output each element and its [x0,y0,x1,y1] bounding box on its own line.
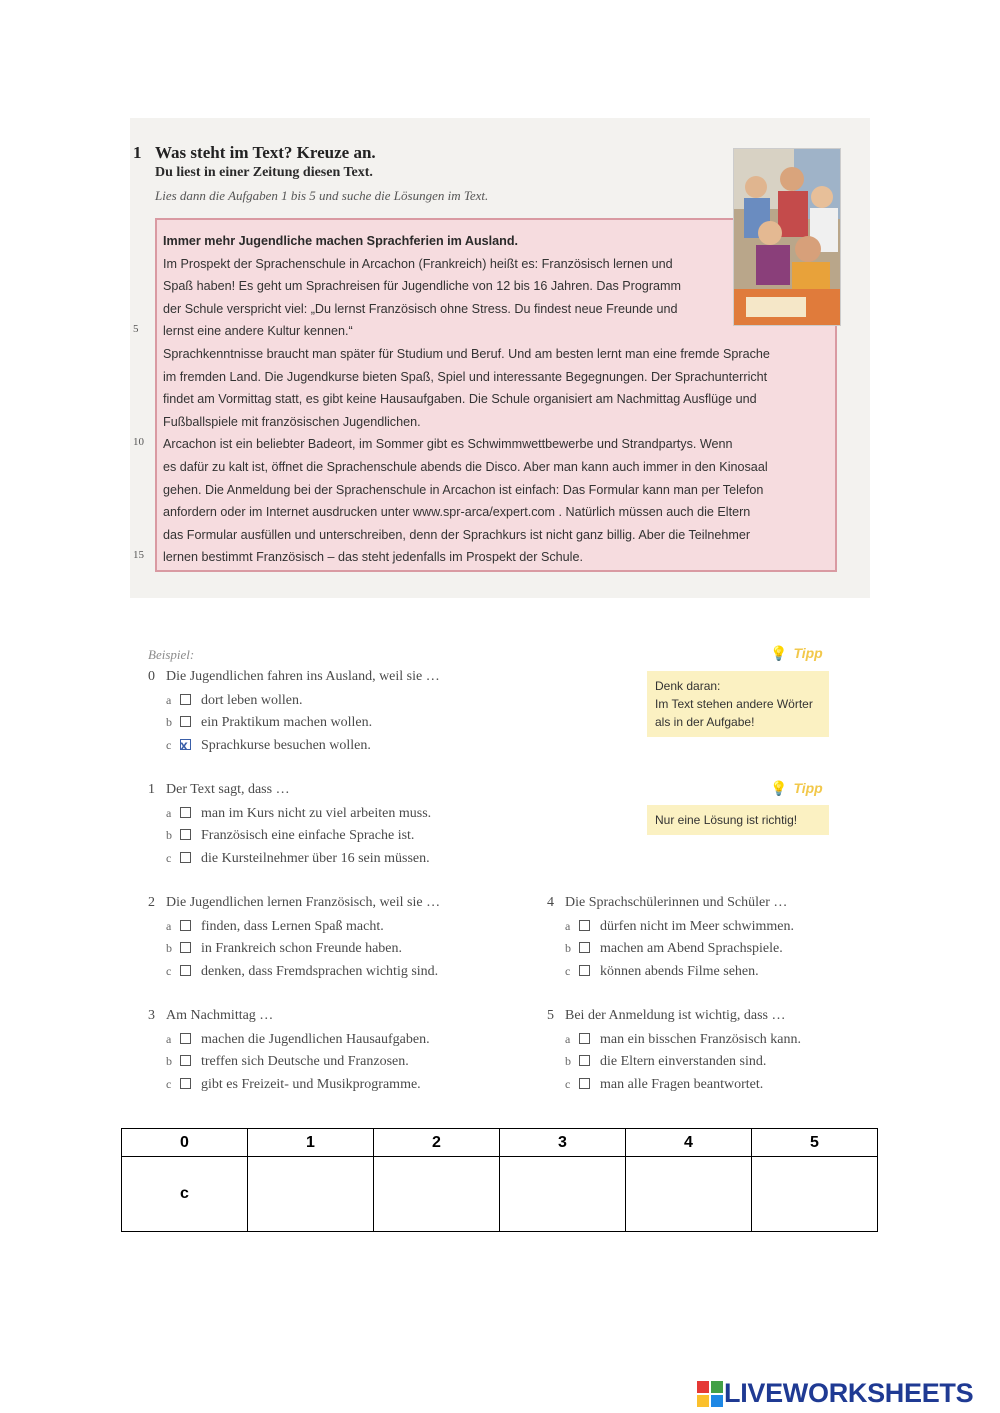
reading-headline: Immer mehr Jugendliche machen Sprachferien im Ausland. [163,234,519,248]
question-number: 4 [547,895,554,910]
task-subtitle: Du liest in einer Zeitung diesen Text. [155,165,373,180]
task-instruction: Lies dann die Aufgaben 1 bis 5 und suche die Lösungen im Text. [155,188,489,203]
question-number: 2 [148,895,155,910]
question-stem: Die Jugendlichen fahren ins Ausland, weil sie … [166,669,440,684]
checkbox[interactable] [579,1033,590,1044]
question-number: 5 [547,1008,554,1023]
checkbox[interactable] [579,1055,590,1066]
option-b[interactable]: b ein Praktikum machen wollen. [166,715,373,730]
liveworksheets-logo [697,1377,997,1409]
checkbox[interactable] [180,716,191,727]
header-cell: 0 [122,1129,248,1157]
reading-line: Im Prospekt der Sprachenschule in Arcachon (Frankreich) heißt es: Französisch lernen und [163,256,673,271]
task-number: 1 [133,143,142,162]
answer-table [121,1128,878,1232]
option-a[interactable]: a machen die Jugendlichen Hausaufgaben. [166,1031,430,1047]
checkbox[interactable] [579,942,590,953]
header-cell: 5 [752,1129,878,1157]
reading-line: Spaß haben! Es geht um Sprachreisen für Jugendliche von 12 bis 16 Jahren. Das Programm [163,279,682,294]
answer-cell-4[interactable] [626,1157,752,1232]
question-stem: Die Jugendlichen lernen Französisch, weil sie … [166,895,441,910]
checkbox[interactable] [180,1078,191,1089]
reading-line: das Formular ausfüllen und unterschreiben, denn der Sprachkurs ist nicht ganz billig. Aber die Teilnehmer [163,527,751,542]
students-photo [733,148,841,326]
question-number: 3 [148,1008,155,1023]
answer-table-header [122,1129,878,1157]
lightbulb-icon: 💡 [770,780,788,796]
checkbox[interactable] [579,965,590,976]
reading-line: gehen. Die Anmeldung bei der Sprachenschule in Arcachon ist einfach: Das Formular kann man per Telefon [163,482,764,497]
reading-line: der Schule verspricht viel: „Du lernst Französisch ohne Stress. Du findest neue Freunde und [163,301,678,316]
reading-line: lernst eine andere Kultur kennen.“ [163,324,353,339]
answer-cell-5[interactable] [752,1157,878,1232]
option-a[interactable]: a dort leben wollen. [166,692,303,708]
option-c[interactable]: c x Sprachkurse besuchen wollen. [148,734,440,757]
checkbox-checked[interactable] [180,736,191,753]
task-title: Was steht im Text? Kreuze an. [155,143,376,162]
lightbulb-icon: 💡 [770,645,788,661]
option-c[interactable]: c die Kursteilnehmer über 16 sein müssen. [166,850,430,866]
option-a[interactable]: a man ein bisschen Französisch kann. [565,1031,802,1047]
header-cell: 3 [500,1129,626,1157]
checkbox[interactable] [180,694,191,705]
line-number: 15 [133,549,144,561]
checkbox[interactable] [180,942,191,953]
question-stem: Am Nachmittag … [166,1008,274,1023]
question-5 [547,1005,801,1095]
answer-table-row [122,1157,878,1232]
checkbox[interactable] [180,807,191,818]
reading-line: im fremden Land. Die Jugendkurse bieten Spaß, Spiel und interessante Begegnungen. Der Sprachunterricht [163,369,768,384]
question-stem: Bei der Anmeldung ist wichtig, dass … [565,1008,786,1023]
line-number: 10 [133,436,144,448]
answer-cell-1[interactable] [248,1157,374,1232]
option-b[interactable]: b in Frankreich schon Freunde haben. [166,941,402,956]
reading-line: Arcachon ist ein beliebter Badeort, im Sommer gibt es Schwimmwettbewerbe und Strandpartys. Wenn [163,437,733,452]
option-a[interactable]: a finden, dass Lernen Spaß macht. [166,918,384,934]
checkbox[interactable] [579,1078,590,1089]
header-cell: 2 [374,1129,500,1157]
question-number: 1 [148,782,155,797]
option-c[interactable]: c man alle Fragen beantwortet. [565,1076,764,1092]
reading-line: findet am Vormittag statt, es gibt keine Hausaufgaben. Die Schule organisiert am Nachmittag Ausflüge und [163,392,757,407]
reading-line: anfordern oder im Internet ausdrucken unter www.spr-arca/expert.com . Natürlich müssen auch die Eltern [163,505,751,520]
question-stem: Der Text sagt, dass … [166,782,290,797]
option-b[interactable]: b treffen sich Deutsche und Franzosen. [166,1054,409,1069]
answer-cell-3[interactable] [500,1157,626,1232]
question-3 [148,1005,430,1095]
option-c[interactable]: c können abends Filme sehen. [565,963,759,979]
brand-name: LIVEWORKSHEETS [724,1378,974,1408]
option-a[interactable]: a dürfen nicht im Meer schwimmen. [565,918,795,934]
checkbox[interactable] [180,1033,191,1044]
reading-line: Fußballspiele mit französischen Jugendlichen. [163,414,421,429]
answer-cell-2[interactable] [374,1157,500,1232]
question-4 [547,892,794,982]
checkbox[interactable] [180,920,191,931]
header-cell: 4 [626,1129,752,1157]
question-2 [148,892,440,982]
reading-line: Sprachkenntnisse braucht man später für Studium und Beruf. Und am besten lernt man eine fremde Sprache [163,346,770,361]
question-number: 0 [148,669,155,684]
reading-line: lernen bestimmt Französisch – das steht jedenfalls im Prospekt der Schule. [163,550,583,565]
answer-cell-0: c [122,1157,248,1232]
liveworksheets-logo-icon [697,1381,723,1407]
line-number: 5 [133,323,139,335]
checkbox[interactable] [180,1055,191,1066]
option-b[interactable]: b Französisch eine einfache Sprache ist. [166,828,415,843]
question-0 [148,666,440,756]
checkbox[interactable] [180,965,191,976]
question-1 [148,779,431,869]
option-b[interactable]: b machen am Abend Sprachspiele. [565,941,783,956]
question-stem: Die Sprachschülerinnen und Schüler … [565,895,788,910]
reading-line: es dafür zu kalt ist, öffnet die Sprachenschule abends die Disco. Aber man kann auch immer in den Kinosaal [163,459,768,474]
check-mark: x [180,736,188,753]
checkbox[interactable] [579,920,590,931]
tip-box: Nur eine Lösung ist richtig! [647,805,829,835]
tip-heading: 💡 Tipp [770,780,823,796]
tip-box: Denk daran: Im Text stehen andere Wörter als in der Aufgabe! [647,671,829,737]
example-label: Beispiel: [148,647,195,662]
checkbox[interactable] [180,852,191,863]
option-a[interactable]: a man im Kurs nicht zu viel arbeiten muss. [166,805,432,821]
tip-heading: 💡 Tipp [770,645,823,661]
header-cell: 1 [248,1129,374,1157]
option-c[interactable]: c gibt es Freizeit- und Musikprogramme. [166,1076,421,1092]
option-c[interactable]: c denken, dass Fremdsprachen wichtig sind. [166,963,439,979]
option-b[interactable]: b die Eltern einverstanden sind. [565,1054,767,1069]
checkbox[interactable] [180,829,191,840]
